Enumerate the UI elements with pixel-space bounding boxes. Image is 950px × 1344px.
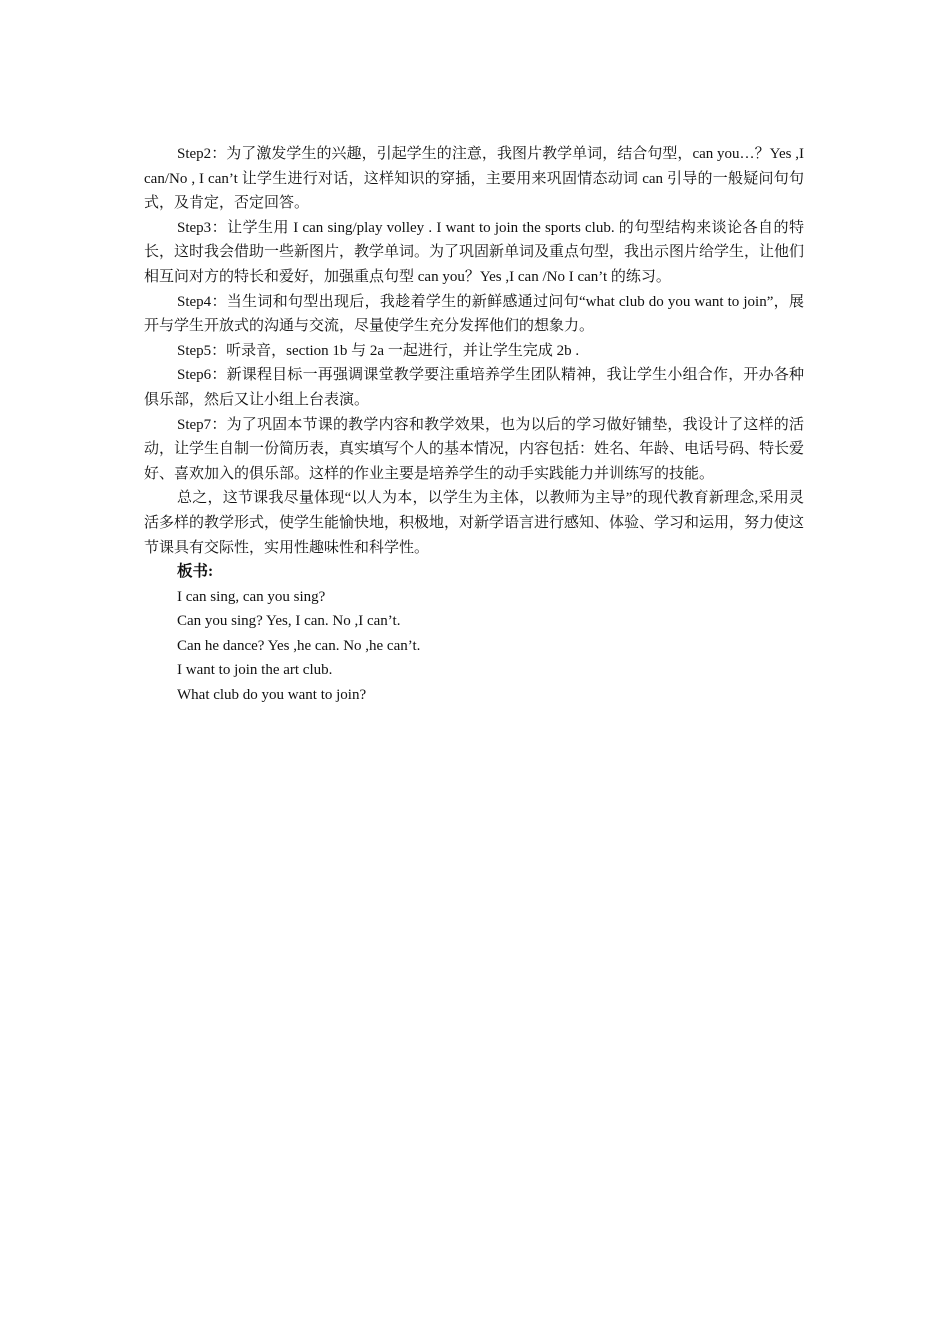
board-title: 板书: (177, 563, 214, 581)
paragraph-step2: Step2：为了激发学生的兴趣，引起学生的注意，我图片教学单词，结合句型，can you…？Yes ,I can/No , I can’t 让学生进行对话，这样知识的穿插，主要用来巩固情态动词 can 引导的一般疑问句句式，及肯定，否定回答。 (144, 146, 804, 212)
paragraph-step6: Step6：新课程目标一再强调课堂教学要注重培养学生团队精神，我让学生小组合作，开办各种俱乐部，然后又让小组上台表演。 (144, 367, 804, 408)
paragraph-step4: Step4：当生词和句型出现后，我趁着学生的新鲜感通过问句“what club do you want to join”，展开与学生开放式的沟通与交流，尽量使学生充分发挥他们的想象力。 (144, 293, 804, 335)
board-line: Can you sing? Yes, I can. No ,I can’t. (177, 613, 401, 630)
paragraph-step7: Step7：为了巩固本节课的教学内容和教学效果，也为以后的学习做好铺垫，我设计了这样的活动，让学生自制一份简历表，真实填写个人的基本情况，内容包括：姓名、年龄、电话号码、特长爱好、喜欢加入的俱乐部。这样的作业主要是培养学生的动手实践能力并训练写的技能。 (144, 416, 805, 482)
board-line: I can sing, can you sing? (177, 588, 326, 605)
board-line: What club do you want to join? (177, 687, 367, 704)
document-body (144, 142, 804, 708)
paragraph-step3: Step3：让学生用 I can sing/play volley . I want to join the sports club. 的句型结构来谈论各自的特长，这时我会借助一些新图片，教学单词。为了巩固新单词及重点句型，我出示图片给学生，让他们相互问对方的特长和爱好，加强重点句型 can you？Yes ,I can /No I can’t 的练习。 (144, 219, 805, 285)
board-line: Can he dance? Yes ,he can. No ,he can’t. (177, 637, 421, 654)
board-line: I want to join the art club. (177, 662, 333, 679)
paragraph-step5: Step5：听录音，section 1b 与 2a 一起进行，并让学生完成 2b . (177, 342, 580, 359)
paragraph-summary: 总之，这节课我尽量体现“以人为本，以学生为主体，以教师为主导”的现代教育新理念,采用灵活多样的教学形式，使学生能愉快地，积极地，对新学语言进行感知、体验、学习和运用，努力使这节课具有交际性，实用性趣味性和科学性。 (144, 490, 805, 556)
